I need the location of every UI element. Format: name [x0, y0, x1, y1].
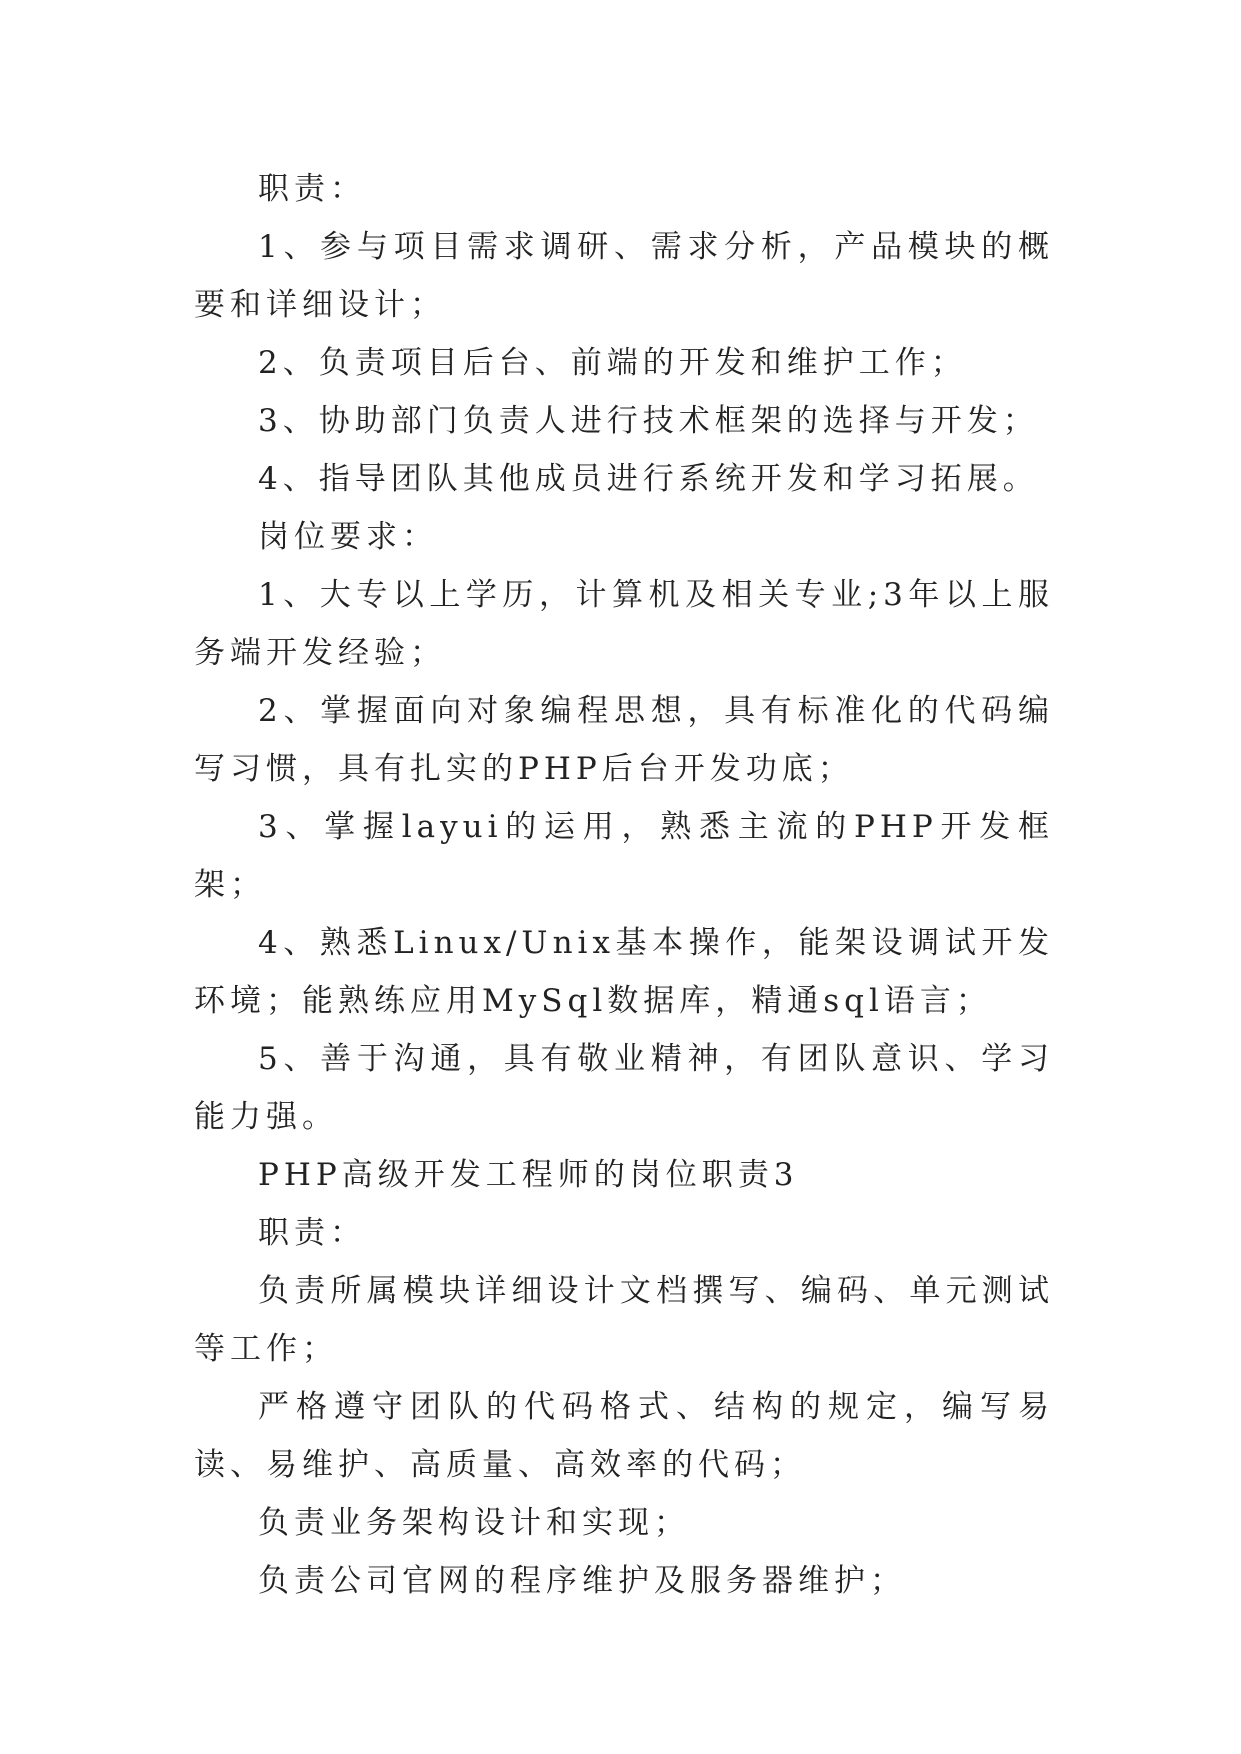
paragraph-requirement-3: 3、掌握layui的运用，熟悉主流的PHP开发框架；: [194, 809, 1054, 903]
paragraph-duty-detail-4: 负责公司官网的程序维护及服务器维护；: [258, 1563, 906, 1599]
paragraph-duty-detail-3: 负责业务架构设计和实现；: [258, 1505, 690, 1541]
paragraph-requirement-1: 1、大专以上学历，计算机及相关专业;3年以上服务端开发经验；: [194, 577, 1054, 671]
paragraph-duties-heading-2: 职责：: [258, 1215, 366, 1251]
paragraph-duty-1: 1、参与项目需求调研、需求分析，产品模块的概要和详细设计；: [194, 229, 1054, 323]
paragraph-duty-3: 3、协助部门负责人进行技术框架的选择与开发；: [258, 403, 1039, 439]
paragraph-duty-detail-1: 负责所属模块详细设计文档撰写、编码、单元测试等工作；: [194, 1273, 1054, 1367]
paragraph-duty-4: 4、指导团队其他成员进行系统开发和学习拓展。: [258, 461, 1039, 497]
paragraph-requirement-2: 2、掌握面向对象编程思想，具有标准化的代码编写习惯，具有扎实的PHP后台开发功底；: [194, 693, 1054, 787]
paragraph-requirement-5: 5、善于沟通，具有敬业精神，有团队意识、学习能力强。: [194, 1041, 1054, 1135]
paragraph-duties-heading: 职责：: [258, 171, 366, 207]
section-title: PHP高级开发工程师的岗位职责3: [258, 1157, 799, 1193]
paragraph-requirements-heading: 岗位要求：: [258, 519, 438, 555]
paragraph-requirement-4: 4、熟悉Linux/Unix基本操作，能架设调试开发环境；能熟练应用MySql数据库，精通sql语言；: [194, 925, 1054, 1019]
paragraph-duty-detail-2: 严格遵守团队的代码格式、结构的规定，编写易读、易维护、高质量、高效率的代码；: [194, 1389, 1054, 1483]
document-body: [194, 160, 1054, 1610]
paragraph-duty-2: 2、负责项目后台、前端的开发和维护工作；: [258, 345, 967, 381]
